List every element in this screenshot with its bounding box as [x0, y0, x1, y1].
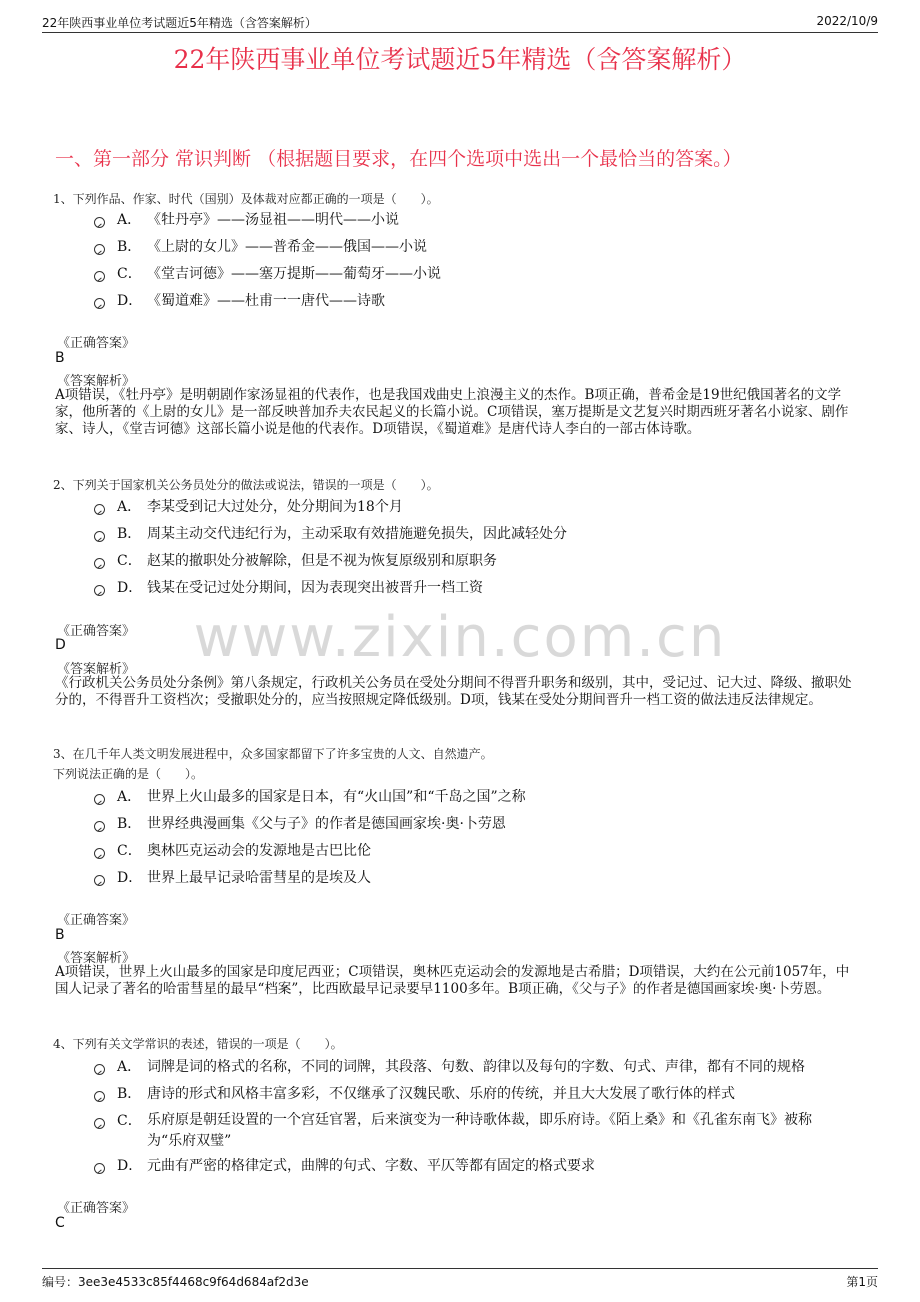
option-a[interactable]: A． 世界上火山最多的国家是日本，有“火山国”和“千岛之国”之称 [94, 786, 526, 806]
radio-icon[interactable] [94, 1118, 105, 1129]
radio-icon[interactable] [94, 531, 105, 542]
section-heading: 一、第一部分 常识判断 （根据题目要求，在四个选项中选出一个最恰当的答案。） [55, 148, 742, 170]
option-b[interactable]: B． 世界经典漫画集《父与子》的作者是德国画家埃·奥·卜劳恩 [94, 813, 506, 833]
option-a[interactable]: A． 词牌是词的格式的名称，不同的词牌，其段落、句数、韵律以及每句的字数、句式、声律，都有不同的规格 [94, 1056, 805, 1076]
option-b[interactable]: B． 唐诗的形式和风格丰富多彩，不仅继承了汉魏民歌、乐府的传统，并且大大发展了歌行体的样式 [94, 1083, 735, 1103]
analysis-text: A项错误，《牡丹亭》是明朝剧作家汤显祖的代表作，也是我国戏曲史上浪漫主义的杰作。B项正确，普希金是19世纪俄国著名的文学家，他所著的《上尉的女儿》是一部反映普加乔夫农民起义的长篇小说。C项错误，塞万提斯是文艺复兴时期西班牙著名小说家、剧作家、诗人，《堂吉诃德》这部长篇小说是他的代表作。D项错误，《蜀道难》是唐代诗人李白的一部古体诗歌。 [55, 387, 849, 437]
option-b[interactable]: B． 周某主动交代违纪行为，主动采取有效措施避免损失，因此减轻处分 [94, 523, 567, 543]
page-footer [42, 1268, 878, 1293]
question-stem: 4、下列有关文学常识的表述，错误的一项是（ ）。 [53, 1037, 343, 1051]
radio-icon[interactable] [94, 585, 105, 596]
analysis-label: 《答案解析》 [57, 374, 136, 389]
radio-icon[interactable] [94, 794, 105, 805]
correct-answer-label: 《正确答案》 [57, 336, 136, 351]
radio-icon[interactable] [94, 504, 105, 515]
radio-icon[interactable] [94, 558, 105, 569]
correct-answer: C [55, 1215, 65, 1231]
question-stem: 3、在几千年人类文明发展进程中，众多国家都留下了许多宝贵的人文、自然遗产。 [53, 747, 493, 761]
analysis-text: 《行政机关公务员处分条例》第八条规定，行政机关公务员在受处分期间不得晋升职务和级别，其中，受记过、记大过、降级、撤职处分的，不得晋升工资档次；受撤职处分的，应当按照规定降低级别。D项，钱某在受处分期间晋升一档工资的做法违反法律规定。 [55, 675, 852, 708]
radio-icon[interactable] [94, 848, 105, 859]
question-stem: 2、下列关于国家机关公务员处分的做法或说法，错误的一项是（ ）。 [53, 478, 439, 492]
radio-icon[interactable] [94, 271, 105, 282]
radio-icon[interactable] [94, 821, 105, 832]
analysis-label: 《答案解析》 [57, 951, 136, 966]
document-title: 22年陕西事业单位考试题近5年精选（含答案解析） [173, 45, 747, 74]
correct-answer: D [55, 637, 66, 653]
analysis-label: 《答案解析》 [57, 662, 136, 677]
option-d[interactable]: D． 元曲有严密的格律定式，曲牌的句式、字数、平仄等都有固定的格式要求 [94, 1155, 595, 1175]
correct-answer: B [55, 350, 65, 366]
radio-icon[interactable] [94, 1064, 105, 1075]
option-d[interactable]: D． 《蜀道难》——杜甫一一唐代——诗歌 [94, 290, 385, 310]
correct-answer: B [55, 927, 65, 943]
option-c[interactable]: C． 奥林匹克运动会的发源地是古巴比伦 [94, 840, 371, 860]
option-d[interactable]: D． 世界上最早记录哈雷彗星的是埃及人 [94, 867, 371, 887]
option-d[interactable]: D． 钱某在受记过处分期间，因为表现突出被晋升一档工资 [94, 577, 483, 597]
radio-icon[interactable] [94, 217, 105, 228]
correct-answer-label: 《正确答案》 [57, 1201, 136, 1216]
radio-icon[interactable] [94, 298, 105, 309]
option-c[interactable]: C． 乐府原是朝廷设置的一个宫廷官署，后来演变为一种诗歌体裁，即乐府诗。《陌上桑》和《孔雀东南飞》被称为“乐府双璧” [94, 1110, 847, 1152]
radio-icon[interactable] [94, 875, 105, 886]
radio-icon[interactable] [94, 244, 105, 255]
option-c[interactable]: C． 赵某的撤职处分被解除，但是不视为恢复原级别和原职务 [94, 550, 497, 570]
footer-doc-id: 编号：3ee3e4533c85f4468c9f64d684af2d3e [42, 1275, 309, 1289]
option-b[interactable]: B． 《上尉的女儿》——普希金——俄国——小说 [94, 236, 427, 256]
analysis-text: A项错误，世界上火山最多的国家是印度尼西亚；C项错误，奥林匹克运动会的发源地是古希腊；D项错误，大约在公元前1057年，中国人记录了著名的哈雷彗星的最早“档案”，比西欧最早记录要早1100多年。B项正确，《父与子》的作者是德国画家埃·奥·卜劳恩。 [55, 964, 850, 997]
footer-page-number: 第1页 [846, 1275, 878, 1289]
correct-answer-label: 《正确答案》 [57, 624, 136, 639]
option-c[interactable]: C． 《堂吉诃德》——塞万提斯——葡萄牙——小说 [94, 263, 441, 283]
watermark: www.zixin.com.cn [193, 605, 727, 670]
header-date: 2022/10/9 [816, 14, 878, 28]
correct-answer-label: 《正确答案》 [57, 913, 136, 928]
option-a[interactable]: A． 《牡丹亭》——汤显祖——明代——小说 [94, 209, 399, 229]
radio-icon[interactable] [94, 1163, 105, 1174]
question-stem: 1、下列作品、作家、时代（国别）及体裁对应都正确的一项是（ ）。 [53, 192, 439, 206]
question-stem-continued: 下列说法正确的是（ ）。 [53, 767, 204, 781]
radio-icon[interactable] [94, 1091, 105, 1102]
header-doc-title: 22年陕西事业单位考试题近5年精选（含答案解析） [42, 16, 317, 30]
page-header [42, 10, 878, 33]
option-a[interactable]: A． 李某受到记大过处分，处分期间为18个月 [94, 496, 403, 516]
